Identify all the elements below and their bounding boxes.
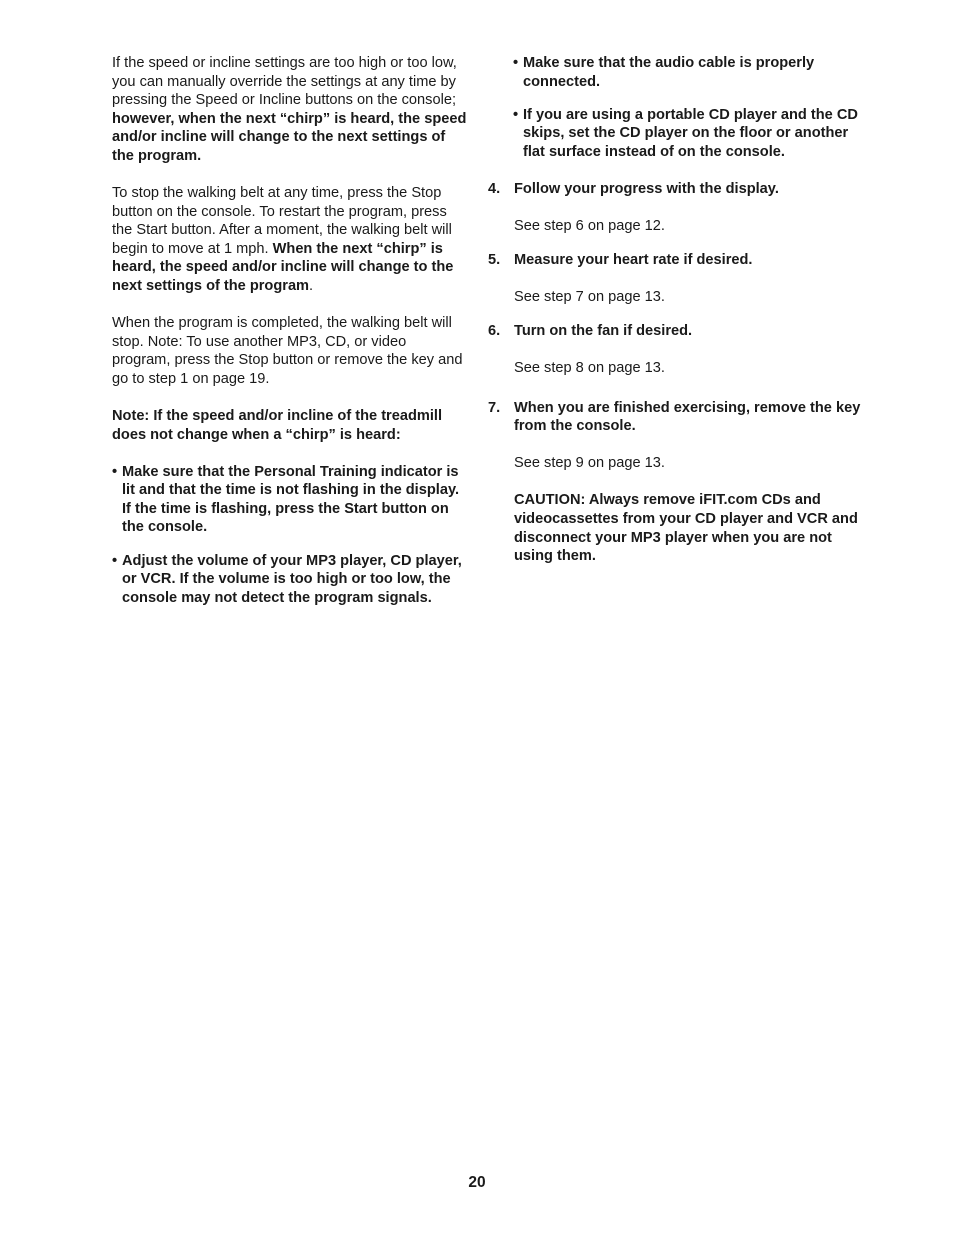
bullet-text: Adjust the volume of your MP3 player, CD player, or VCR. If the volume is too high or too low, the console may not detect the program signals. — [122, 552, 462, 606]
bullet-dot: • — [112, 463, 118, 480]
bullet-dot: • — [513, 55, 519, 71]
override-paragraph — [112, 54, 468, 166]
bullet-text: Make sure that the audio cable is properly connected. — [523, 55, 815, 90]
stop-bold-text: When the next “chirp” is heard, the speed and/or incline will change to the next settings of the program — [112, 240, 454, 295]
step-4 — [488, 180, 868, 199]
step-number: 4. — [488, 180, 501, 197]
stop-period: . — [309, 278, 314, 295]
caution-paragraph: CAUTION: Always remove iFIT.com CDs and videocassettes from your CD player and VCR and disconnect your MP3 player when you are not using them. — [514, 492, 858, 565]
step-number: 6. — [488, 323, 501, 340]
left-column — [112, 54, 468, 622]
bullet-dot: • — [513, 106, 519, 123]
step-reference: See step 7 on page 13. — [514, 289, 665, 306]
bullet-item — [513, 106, 868, 162]
step-number: 7. — [488, 399, 501, 416]
page-number: 20 — [468, 1174, 486, 1191]
step-title: Measure your heart rate if desired. — [514, 252, 753, 269]
step-6 — [488, 322, 868, 341]
bullet-item — [513, 54, 868, 91]
note-heading: Note: If the speed and/or incline of the treadmill does not change when a “chirp” is heard: — [112, 408, 443, 443]
stop-paragraph — [112, 184, 468, 296]
completed-paragraph: When the program is completed, the walking belt will stop. Note: To use another MP3, CD, or video program, press the Stop button or remove the key and go to step 1 on page 19. — [112, 315, 463, 387]
step-reference: See step 9 on page 13. — [514, 455, 665, 472]
step-title: Follow your progress with the display. — [514, 180, 779, 197]
step-title: When you are finished exercising, remove the key from the console. — [514, 399, 861, 435]
bullet-item — [112, 463, 468, 537]
bullet-text: Make sure that the Personal Training indicator is lit and that the time is not flashing in the display. If the time is flashing, press the Start button on the console. — [122, 463, 460, 536]
stop-text: To stop the walking belt at any time, press the Stop button on the console. To restart the program, press the Start button. After a moment, the walking belt will begin to move at 1 mph. — [112, 185, 452, 257]
step-reference: See step 6 on page 12. — [514, 218, 665, 235]
step-reference: See step 8 on page 13. — [514, 360, 665, 377]
bullet-item — [112, 552, 468, 608]
right-column — [488, 54, 868, 566]
step-title: Turn on the fan if desired. — [514, 323, 693, 340]
step-5 — [488, 251, 868, 270]
step-7 — [488, 399, 868, 436]
bullet-dot: • — [112, 552, 118, 569]
step-number: 5. — [488, 252, 501, 269]
override-bold-text: however, when the next “chirp” is heard, the speed and/or incline will change to the next settings of the program. — [112, 110, 467, 164]
bullet-text: If you are using a portable CD player and the CD skips, set the CD player on the floor or another flat surface instead of on the console. — [523, 106, 858, 160]
override-text: If the speed or incline settings are too high or too low, you can manually override the settings at any time by pressing the Speed or Incline buttons on the console; — [112, 55, 457, 109]
